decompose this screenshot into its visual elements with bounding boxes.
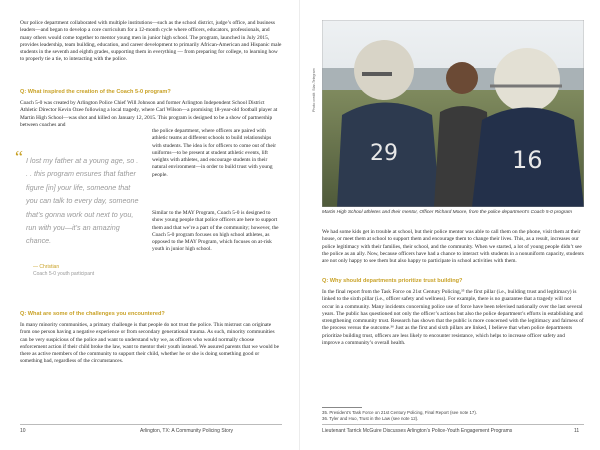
quote-attribution <box>33 264 94 278</box>
footer-title-left: Arlington, TX: A Community Policing Story <box>140 428 234 434</box>
team-photo-illustration <box>322 20 584 207</box>
question-heading-1: Q: What inspired the creation of the Coach 5-0 program? <box>20 89 171 95</box>
jersey-number-left: 29 <box>370 141 398 166</box>
question-heading-3: Q: Why should departments prioritize trust building? <box>322 278 463 284</box>
footer-rule <box>20 424 282 425</box>
footnote-36: 36. Tyler and Huo, Trust in the Law (see note 12). <box>322 416 419 421</box>
jersey-number-right: 16 <box>512 146 543 174</box>
answer-paragraph-2: In many minority communities, a primary challenge is that people do not trust the police. This mistrust can originate from one person having a negative experience or from secondary generational trauma. As such, minority communities can be very suspicious of the police and want to understand why we, as officers who would normally choose enforcement action if their child broke the law, want to mentor their youth instead. We assured parents that we would be there as active members of the community to support their child, whether he or she is doing something good or something bad, regardless of the circumstances. <box>20 322 279 365</box>
answer-paragraph-2-continued: We had some kids get in trouble at school, but their police mentor was able to call them on the phone, visit them at their house, or meet them at school to support them and encourage them to change their lives. This, as a result, increases our police legitimacy with their families, their school, and the community. When we started, a lot of young people didn’t see the police as an ally. Now, because officers have had a chance to interact with students in a nonuniform capacity, students are not only happy to see them but also happy to participate in school activities with them. <box>322 229 584 265</box>
footer-title-right: Lieutenant Tarrick McGuire Discusses Arlington’s Police-Youth Engagement Programs <box>322 428 513 434</box>
answer-paragraph-1: Coach 5-0 was created by Arlington Police Chief Will Johnson and former Arlington Independent School District Athletic Director Kevin Ozee following a local tragedy, where Carl Wilson—a promising 18-year-old football player at Martin High School—was shot and killed on January 12, 2015. This program is designed to be a show of partnership between coaches and <box>20 100 278 128</box>
quote-name: — Christian <box>33 264 60 270</box>
pull-quote: I lost my father at a young age, so . . . this program ensures that father figure [in] your life, someone that you can talk to every day, someone that’s gonna work out next to you, run with you—it’s an amazing chance. <box>26 156 139 246</box>
intro-paragraph: Our police department collaborated with multiple institutions—such as the school district, judge’s office, and business leaders—and began to develop a core curriculum for a 12-month cycle where officers, educators, professionals, and many others would come together to mentor young men in junior high school. The program, launched in July 2015, provides leadership, team building, education, and career development to primarily African-American and Hispanic male students in the seventh and eighth grades, supporting them in everything — from preparing for college, to learning how to properly tie a tie, to interacting with the police. <box>20 20 282 63</box>
page-number-right: 11 <box>574 428 580 434</box>
footer-rule-right <box>322 424 584 425</box>
footnote-rule <box>322 407 362 408</box>
question-heading-2: Q: What are some of the challenges you encountered? <box>20 311 165 317</box>
page-number-left: 10 <box>20 428 26 434</box>
answer-paragraph-3: In the final report from the Task Force on 21st Century Policing,³⁵ the first pillar (i.e., building trust and legitimacy) is linked to the sixth pillar (i.e., officer safety and wellness). For example, there is no guarantee that a tragedy will not occur in a community. Many incidents concerning police use of force have been televised nationally over the last several years. The public has questioned not only the officer’s actions but also the police department’s efforts in establishing and strengthening community trust. Research has shown that the public is more concerned with the legitimacy and fairness of the process versus the outcome.³⁶ Just as the first and sixth pillars are linked, I believe that when police departments prioritize building trust, officers are less likely to encounter resistance, which helps to increase officer safety and improve a community’s overall health. <box>322 289 584 347</box>
answer-column-2: Similar to the MAY Program, Coach 5-0 is designed to show young people that police officers are here to support them and that we’re a part of the community; however, the Coach 5-0 program focuses on high school athletes, as opposed to the MAY Program, which focuses on at-risk youth in junior high school. <box>152 210 279 253</box>
photo-caption: Martin High School athletes and their mentor, Officer Richard Moore, from the police department’s Coach 5-0 program <box>322 210 573 215</box>
quote-mark-icon: “ <box>15 147 23 167</box>
quote-role: Coach 5-0 youth participant <box>33 271 95 277</box>
team-photo <box>322 20 584 207</box>
photo-credit: Photo credit: Star-Telegram <box>312 68 316 112</box>
answer-column-1: the police department, where officers are paired with athletic teams at different schools to build relationships with students. The idea is for officers to come out of their uniforms—to be present at student athletic events, lift weights with athletes, and encourage students in their natural environment—in order to build trust with young people. <box>152 128 277 178</box>
footnote-35: 35. President’s Task Force on 21st Century Policing, Final Report (see note 17). <box>322 410 478 415</box>
